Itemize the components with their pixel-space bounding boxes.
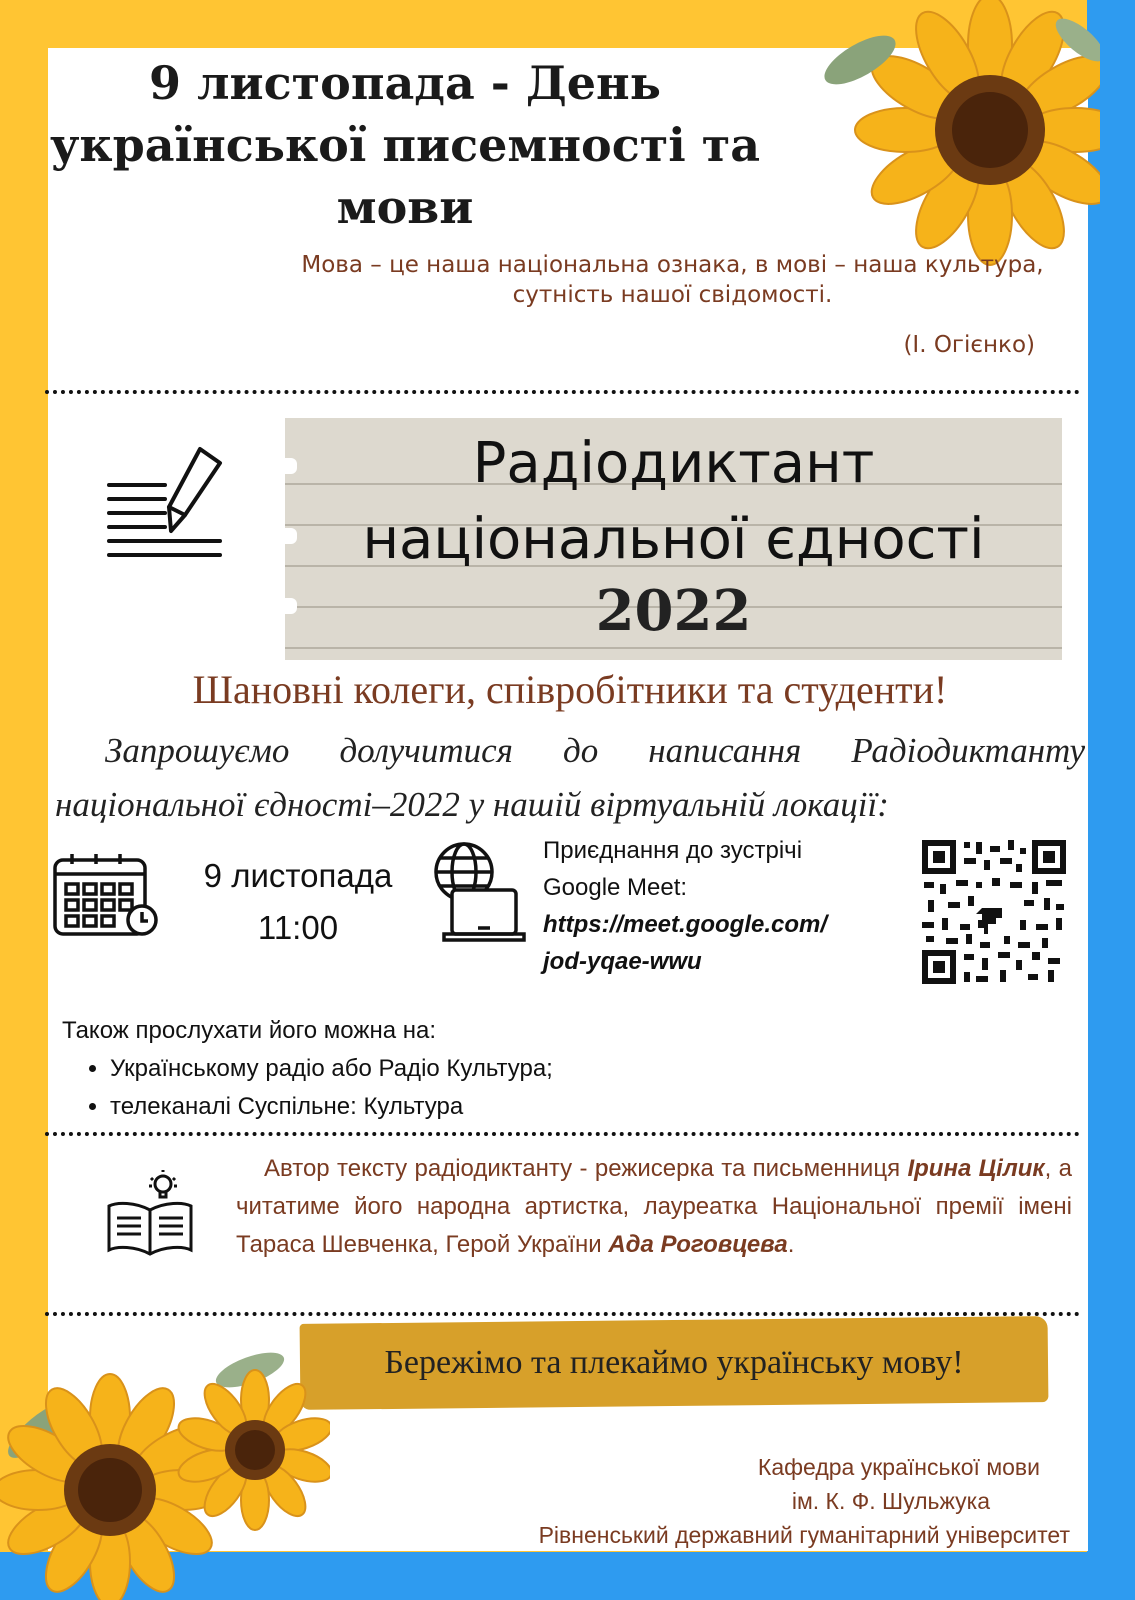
sunflower-icon: [800, 0, 1100, 270]
calendar-icon: [52, 850, 162, 940]
event-datetime: [178, 850, 418, 954]
also-listen-list: [62, 1050, 762, 1126]
also-listen-intro: Також прослухати його можна на:: [62, 1017, 436, 1044]
quote-author: (І. Огієнко): [903, 332, 1035, 358]
divider: [45, 1132, 1080, 1136]
greeting-heading: Шановні колеги, співробітники та студенти!: [192, 667, 948, 712]
meet-link[interactable]: https://meet.google.com/: [543, 911, 828, 938]
pencil-writing-icon: [105, 445, 230, 565]
list-item: • телеканалі Суспільне: Культура: [110, 1088, 762, 1126]
dictation-title: Радіодиктант національної єдності: [362, 431, 985, 572]
event-date: 9 листопада: [203, 857, 393, 894]
reader-name: Ада Роговцева: [608, 1231, 788, 1258]
divider: [45, 1312, 1080, 1316]
invitation-text: Запрошуємо долучитися до написання Радіодиктанту національної єдності–2022 у нашій віртуальній локації:: [55, 731, 1085, 824]
writer-name: Ірина Цілик: [907, 1155, 1045, 1182]
also-listen-block: [62, 1012, 762, 1126]
event-time: 11:00: [257, 909, 339, 946]
department-namesake: ім. К. Ф. Шульжука: [791, 1488, 990, 1514]
author-text-middle: , а читатиме його народна артистка, лауреатка Національної премії імені Тараса Шевченка, Герой України: [236, 1155, 1073, 1258]
university-name: Рівненський державний гуманітарний університет: [538, 1522, 1070, 1548]
meet-link-code[interactable]: jod-yqae-wwu: [543, 948, 702, 975]
author-paragraph: [236, 1150, 1072, 1264]
meet-platform-label: Google Meet:: [543, 874, 688, 901]
quote-text: Мова – це наша національна ознака, в мові – наша культура, сутність нашої свідомості.: [301, 252, 1044, 308]
book-lightbulb-icon: [105, 1170, 195, 1260]
dictation-year: 2022: [595, 578, 752, 644]
divider: [45, 390, 1080, 394]
list-item: • Українському радіо або Радіо Культура;: [110, 1050, 762, 1088]
author-text-end: .: [787, 1231, 795, 1258]
page-title: 9 листопада - День української писемності та мови: [49, 56, 761, 234]
meet-info: [543, 832, 903, 980]
department-footer: [470, 1450, 1070, 1552]
quote-block: [300, 250, 1045, 360]
qr-code[interactable]: [920, 838, 1068, 986]
dictation-paper: [285, 418, 1062, 660]
globe-laptop-icon: [432, 840, 532, 950]
slogan-text: Бережімо та плекаймо українську мову!: [384, 1344, 964, 1381]
department-name: Кафедра української мови: [757, 1454, 1040, 1480]
meet-join-label: Приєднання до зустрічі: [543, 837, 803, 864]
author-text-before: Автор тексту радіодиктанту - режисерка та письменниця: [264, 1155, 908, 1182]
sunflower-icon: [0, 1330, 330, 1600]
